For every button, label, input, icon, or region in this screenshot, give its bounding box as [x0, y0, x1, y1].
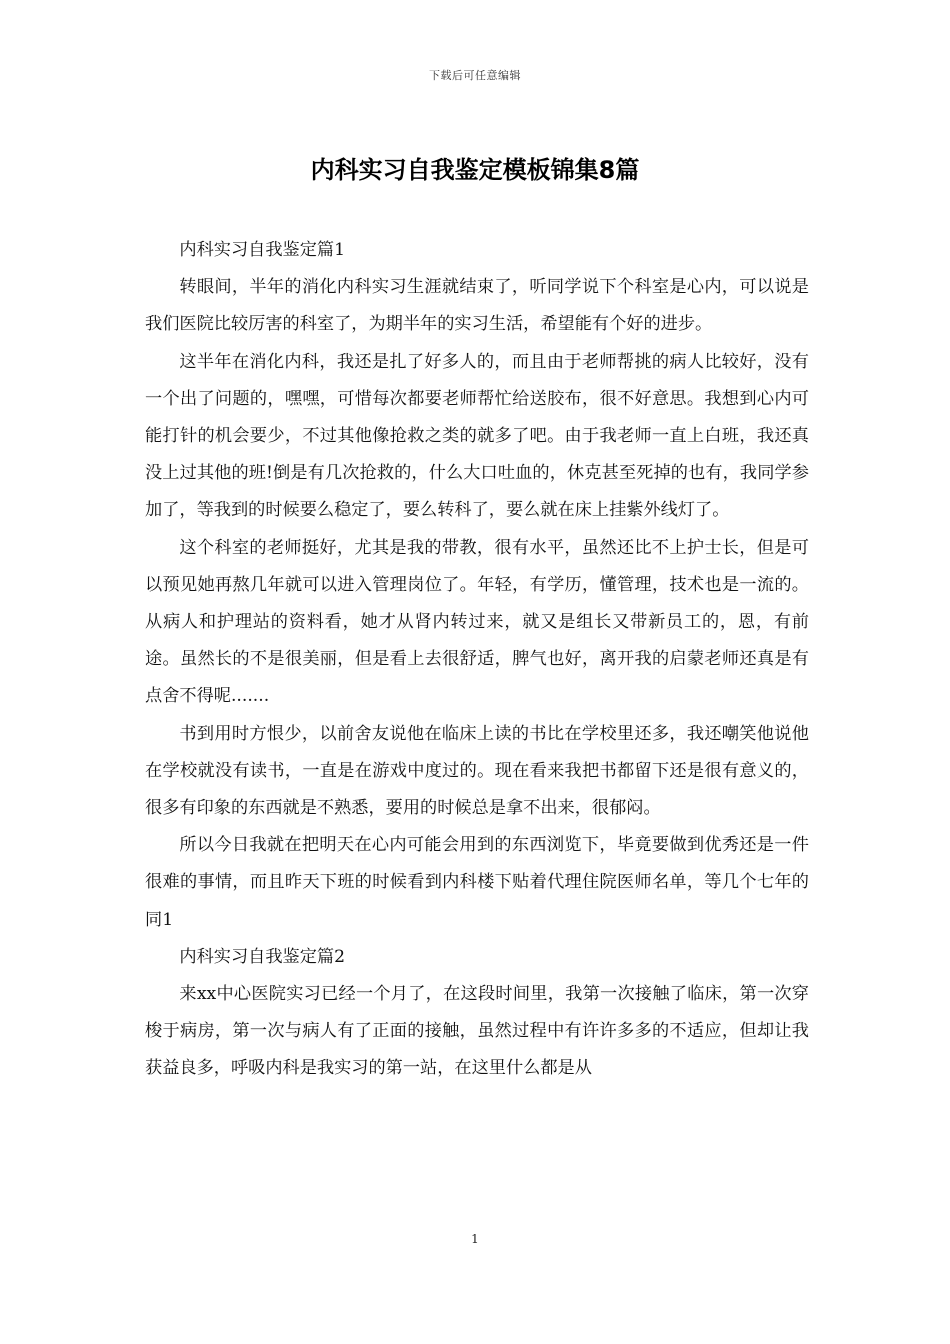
document-title: 内科实习自我鉴定模板锦集8篇 — [310, 156, 640, 184]
page-number: 1 — [471, 1232, 479, 1246]
document-body — [145, 232, 809, 1088]
section-heading: 内科实习自我鉴定篇2 — [179, 946, 346, 967]
section-heading: 内科实习自我鉴定篇1 — [179, 240, 346, 260]
page-header-note: 下载后可任意编辑 — [429, 69, 521, 82]
paragraph: 这半年在消化内科，我还是扎了好多人的，而且由于老师帮挑的病人比较好，没有一个出了问题的，嘿嘿，可惜每次都要老师帮忙给送胶布，很不好意思。我想到心内可能打针的机会要少，不过其他像抢救之类的就多了吧。由于我老师一直上白班，我还真没上过其他的班!倒是有几次抢救的，什么大口吐血的，休克甚至死掉的也有，我同学参加了，等我到的时候要么稳定了，要么转科了，要么就在床上挂紫外线灯了。 — [145, 351, 809, 521]
paragraph: 这个科室的老师挺好，尤其是我的带教，很有水平，虽然还比不上护士长，但是可以预见她再熬几年就可以进入管理岗位了。年轻，有学历，懂管理，技术也是一流的。从病人和护理站的资料看，她才从肾内转过来，就又是组长又带新员工的，恩，有前途。虽然长的不是很美丽，但是看上去很舒适，脾气也好，离开我的启蒙老师还真是有点舍不得呢....... — [145, 537, 809, 707]
paragraph: 书到用时方恨少，以前舍友说他在临床上读的书比在学校里还多，我还嘲笑他说他在学校就没有读书，一直是在游戏中度过的。现在看来我把书都留下还是很有意义的，很多有印象的东西就是不熟悉，要用的时候总是拿不出来，很郁闷。 — [145, 723, 809, 819]
paragraph: 转眼间，半年的消化内科实习生涯就结束了，听同学说下个科室是心内，可以说是我们医院比较厉害的科室了，为期半年的实习生活，希望能有个好的进步。 — [145, 277, 809, 335]
paragraph: 来xx中心医院实习已经一个月了，在这段时间里，我第一次接触了临床，第一次穿梭于病房，第一次与病人有了正面的接触，虽然过程中有许许多多的不适应，但却让我获益良多，呼吸内科是我实习的第一站，在这里什么都是从 — [145, 984, 809, 1079]
paragraph: 所以今日我就在把明天在心内可能会用到的东西浏览下，毕竟要做到优秀还是一件很难的事情，而且昨天下班的时候看到内科楼下贴着代理住院医师名单，等几个七年的同1 — [145, 835, 809, 930]
